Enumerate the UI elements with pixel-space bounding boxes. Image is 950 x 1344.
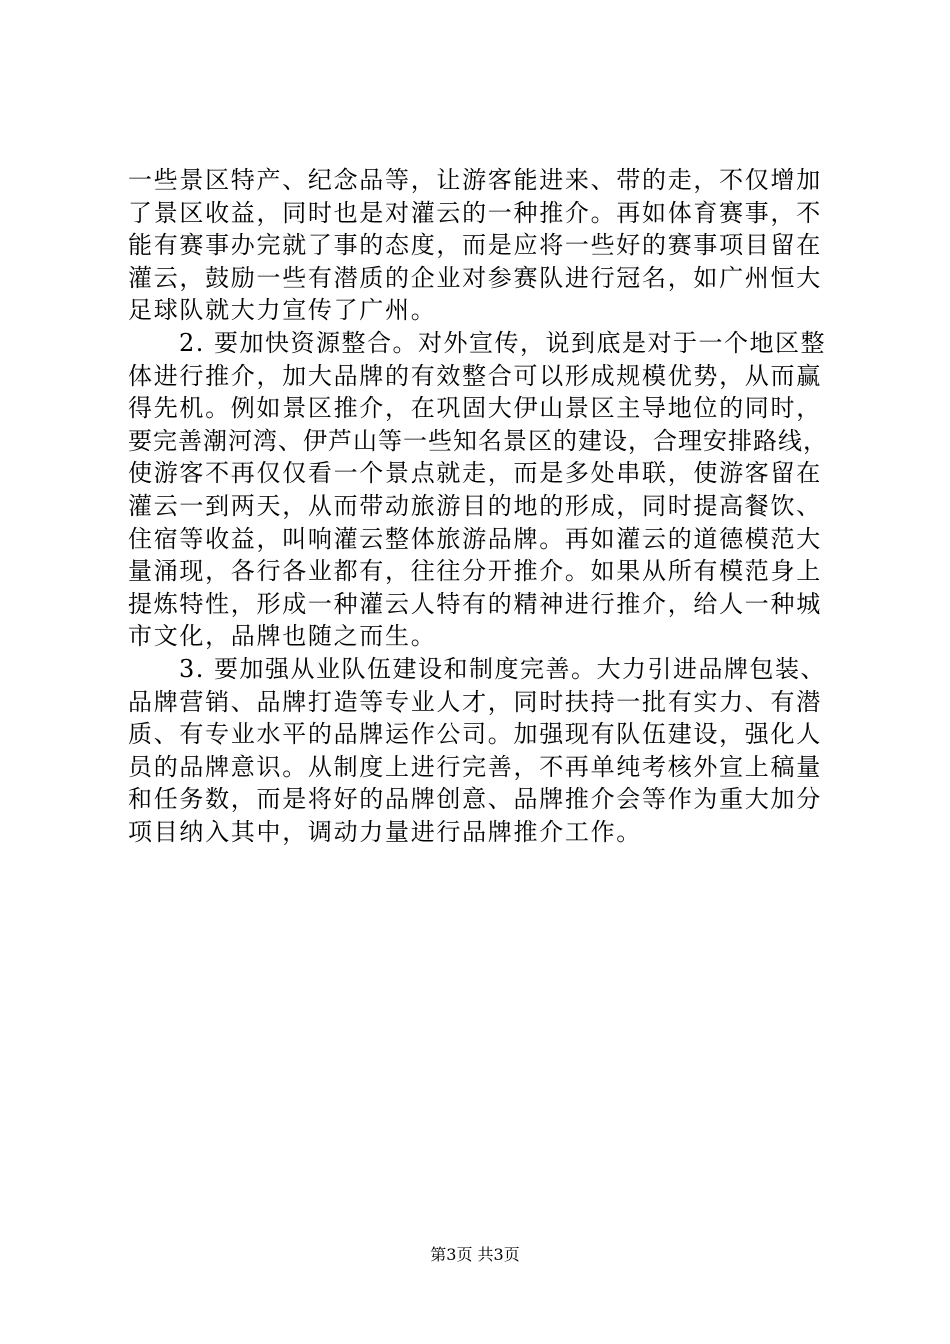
text-line: 住宿等收益，叫响灌云整体旅游品牌。再如灌云的道德模范大 [128,524,822,553]
text-line: 体进行推介，加大品牌的有效整合可以形成规模优势，从而赢 [128,361,822,390]
text-line: 3. 要加强从业队伍建设和制度完善。大力引进品牌包装、 [128,654,827,683]
text-line: 提炼特性，形成一种灌云人特有的精神进行推介，给人一种城 [128,589,822,618]
text-line: 灌云一到两天，从而带动旅游目的地的形成，同时提高餐饮、 [128,491,822,520]
text-line: 能有赛事办完就了事的态度，而是应将一些好的赛事项目留在 [128,231,822,260]
text-line: 得先机。例如景区推介，在巩固大伊山景区主导地位的同时， [128,394,822,423]
text-line: 2. 要加快资源整合。对外宣传，说到底是对于一个地区整 [128,328,827,357]
text-line: 使游客不再仅仅看一个景点就走，而是多处串联，使游客留在 [128,459,822,488]
page-number-label: 第3页 共3页 [430,1245,520,1264]
text-line: 了景区收益，同时也是对灌云的一种推介。再如体育赛事，不 [128,198,822,227]
text-line: 项目纳入其中，调动力量进行品牌推介工作。 [128,817,642,846]
body-text [128,164,828,848]
text-line: 要完善潮河湾、伊芦山等一些知名景区的建设，合理安排路线， [128,426,828,455]
text-line: 量涌现，各行各业都有，往往分开推介。如果从所有模范身上 [128,557,822,586]
text-line: 品牌营销、品牌打造等专业人才，同时扶持一批有实力、有潜 [128,687,822,716]
page-footer [0,1244,950,1266]
text-line: 灌云，鼓励一些有潜质的企业对参赛队进行冠名，如广州恒大 [128,263,822,292]
text-line: 和任务数，而是将好的品牌创意、品牌推介会等作为重大加分 [128,785,822,814]
text-line: 质、有专业水平的品牌运作公司。加强现有队伍建设，强化人 [128,720,822,749]
text-line: 足球队就大力宣传了广州。 [128,296,437,325]
text-line: 市文化，品牌也随之而生。 [128,622,437,651]
text-line: 一些景区特产、纪念品等，让游客能进来、带的走，不仅增加 [128,166,822,194]
text-line: 员的品牌意识。从制度上进行完善，不再单纯考核外宣上稿量 [128,752,822,781]
